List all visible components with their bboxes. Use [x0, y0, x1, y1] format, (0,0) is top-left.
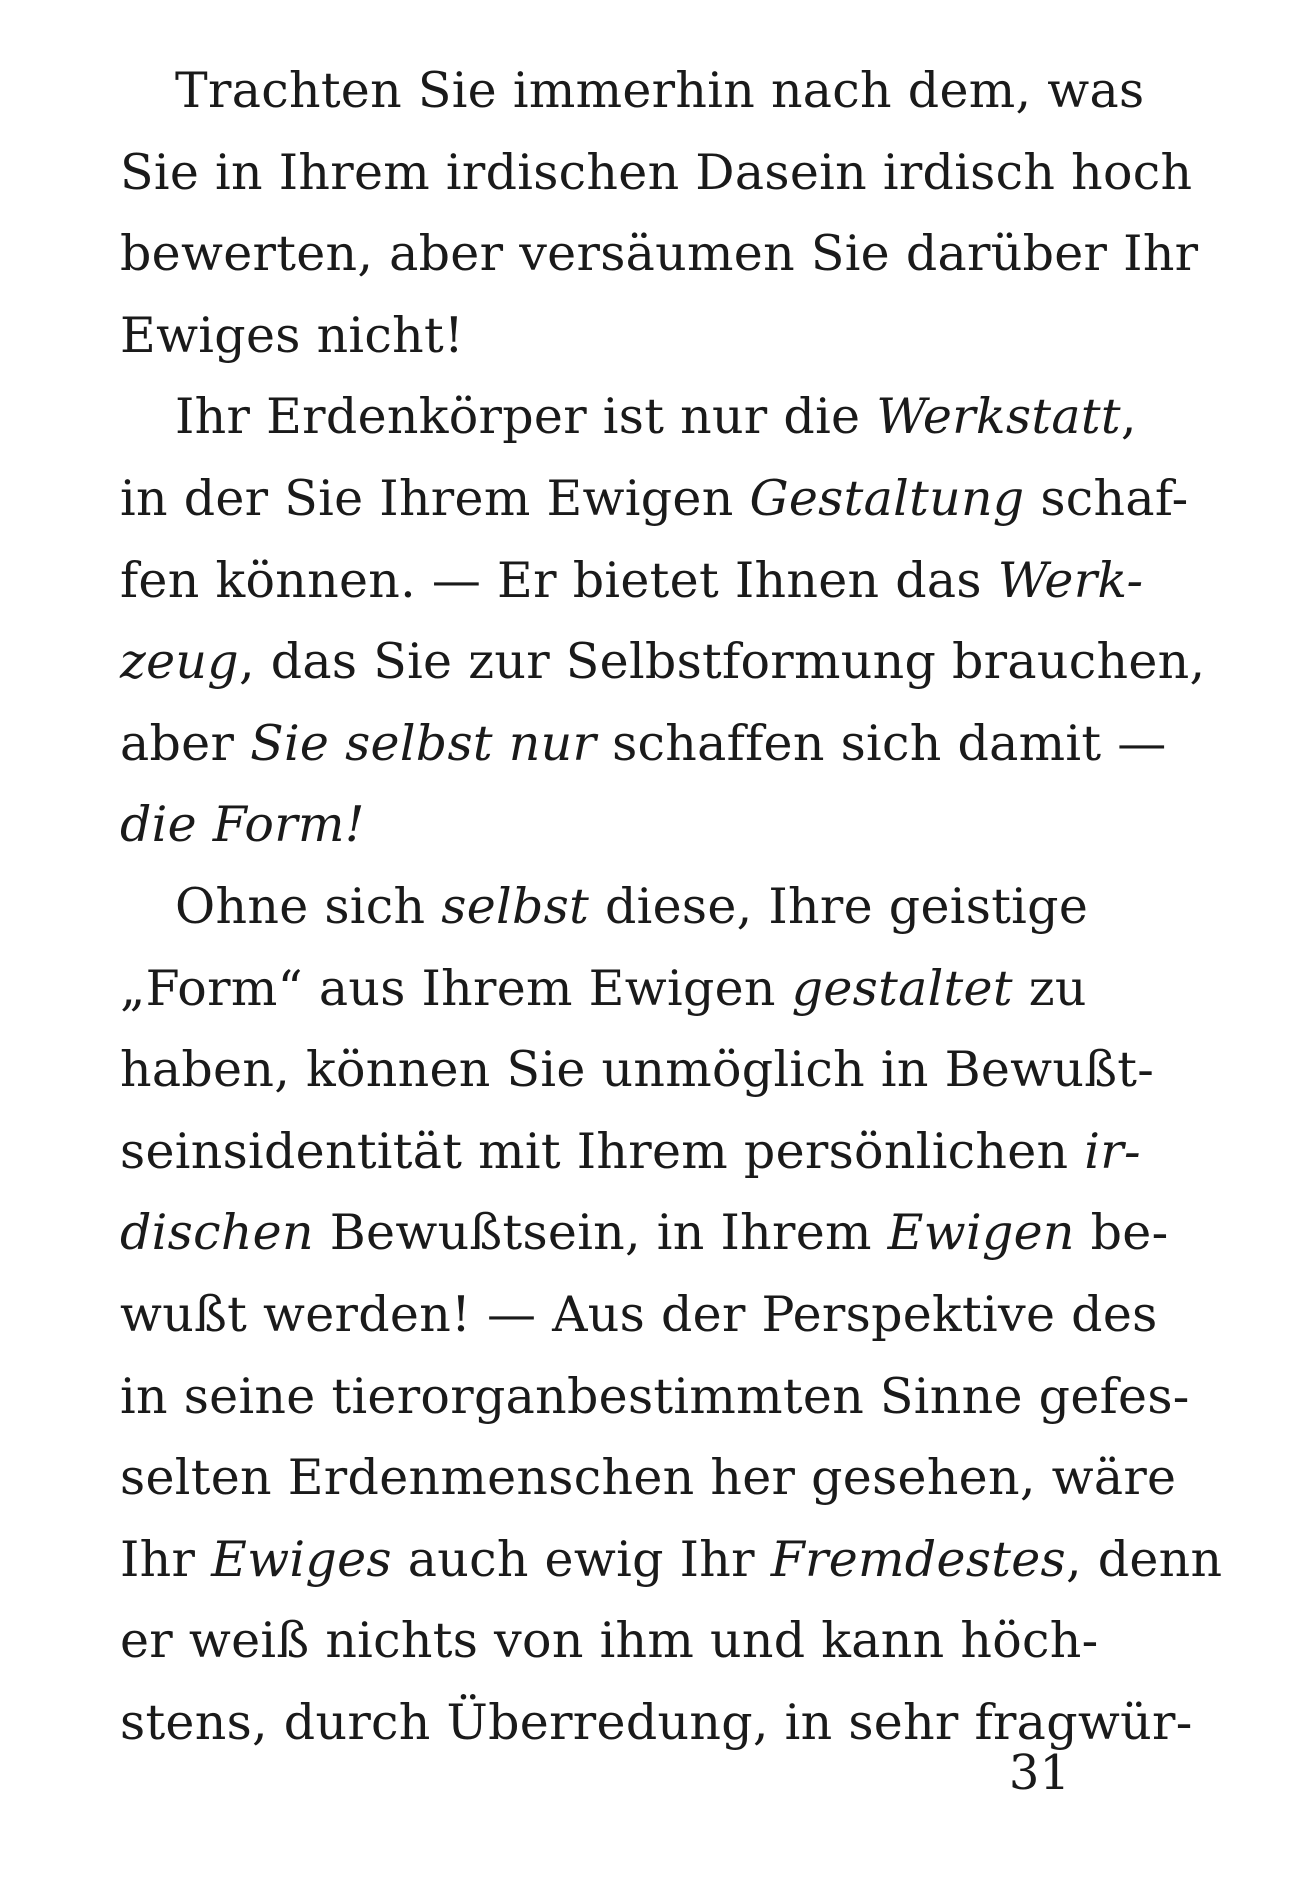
text-segment: wußt werden! — Aus der Perspektive des: [120, 1285, 1158, 1343]
text-line: [120, 1274, 1158, 1356]
emphasized-text: Werkstatt: [876, 388, 1121, 446]
text-line: [120, 50, 1145, 132]
text-segment: Ohne sich: [175, 877, 442, 935]
text-line: [120, 703, 1167, 785]
text-segment: aber: [120, 714, 251, 772]
emphasized-text: ir-: [1084, 1122, 1141, 1180]
text-line: [120, 1111, 1141, 1193]
text-segment: selten Erdenmenschen her gesehen, wäre: [120, 1449, 1177, 1507]
text-line: [120, 540, 1144, 622]
text-segment: , denn: [1065, 1530, 1223, 1588]
text-segment: Trachten Sie immerhin nach dem, was: [175, 62, 1145, 119]
text-segment: Ihr Erdenkörper ist nur die: [175, 388, 877, 446]
emphasized-text: zeug: [120, 633, 239, 691]
text-segment: schaffen sich damit —: [596, 714, 1167, 772]
text-segment: zu: [1012, 959, 1087, 1017]
text-segment: be-: [1074, 1204, 1169, 1262]
text-segment: fen können. — Er bietet Ihnen das: [120, 551, 998, 609]
text-segment: stens, durch Überredung, in sehr fragwür-: [120, 1693, 1193, 1751]
emphasized-text: Sie selbst nur: [250, 714, 597, 772]
text-line: [120, 1600, 1099, 1682]
text-line: [120, 948, 1087, 1030]
text-segment: Sie in Ihrem irdischen Dasein irdisch hoch: [120, 143, 1193, 201]
text-line: [120, 1437, 1177, 1519]
emphasized-text: Fremdestes: [770, 1530, 1066, 1588]
emphasized-text: selbst: [441, 877, 590, 935]
text-segment: auch ewig Ihr: [391, 1530, 771, 1588]
text-line: [120, 295, 1075, 377]
text-line: [120, 1192, 1169, 1274]
body-text: [120, 50, 1223, 1763]
text-segment: diese, Ihre geistige: [589, 877, 1089, 935]
text-line: [120, 213, 1199, 295]
text-line: [120, 1519, 1223, 1601]
emphasized-text: Gestaltung: [749, 469, 1025, 527]
text-line: [120, 1682, 1193, 1764]
emphasized-text: dischen: [120, 1204, 314, 1262]
text-line: [120, 1029, 1155, 1111]
text-segment: in der Sie Ihrem Ewigen: [120, 469, 750, 527]
text-segment: , das Sie zur Selbstformung brauchen,: [238, 633, 1206, 691]
text-segment: Ihr: [120, 1530, 212, 1588]
text-segment: haben, können Sie unmöglich in Bewußt-: [120, 1041, 1155, 1099]
text-segment: schaf-: [1024, 469, 1189, 527]
text-segment: er weiß nichts von ihm und kann höch-: [120, 1612, 1099, 1670]
text-segment: „Form“ aus Ihrem Ewigen: [120, 959, 792, 1017]
emphasized-text: Ewigen: [887, 1204, 1075, 1262]
text-line: [120, 376, 1137, 458]
text-segment: bewerten, aber versäumen Sie darüber Ihr: [120, 225, 1199, 283]
text-line: [120, 458, 1189, 540]
text-line: [120, 621, 1206, 703]
text-segment: ,: [1120, 388, 1137, 446]
text-segment: seinsidentität mit Ihrem persönlichen: [120, 1122, 1085, 1180]
page-number: 31: [1008, 1745, 1070, 1801]
text-line: [120, 784, 1075, 866]
text-line: [120, 132, 1193, 214]
text-line: [120, 1356, 1190, 1438]
text-segment: Bewußtsein, in Ihrem: [313, 1204, 888, 1262]
text-segment: Ewiges nicht!: [120, 306, 464, 364]
emphasized-text: Ewiges: [211, 1530, 392, 1588]
emphasized-text: Werk-: [997, 551, 1144, 609]
text-line: [120, 866, 1089, 948]
emphasized-text: gestaltet: [791, 959, 1013, 1017]
emphasized-text: die Form!: [120, 796, 365, 854]
text-segment: in seine tierorganbestimmten Sinne gefes-: [120, 1367, 1190, 1425]
